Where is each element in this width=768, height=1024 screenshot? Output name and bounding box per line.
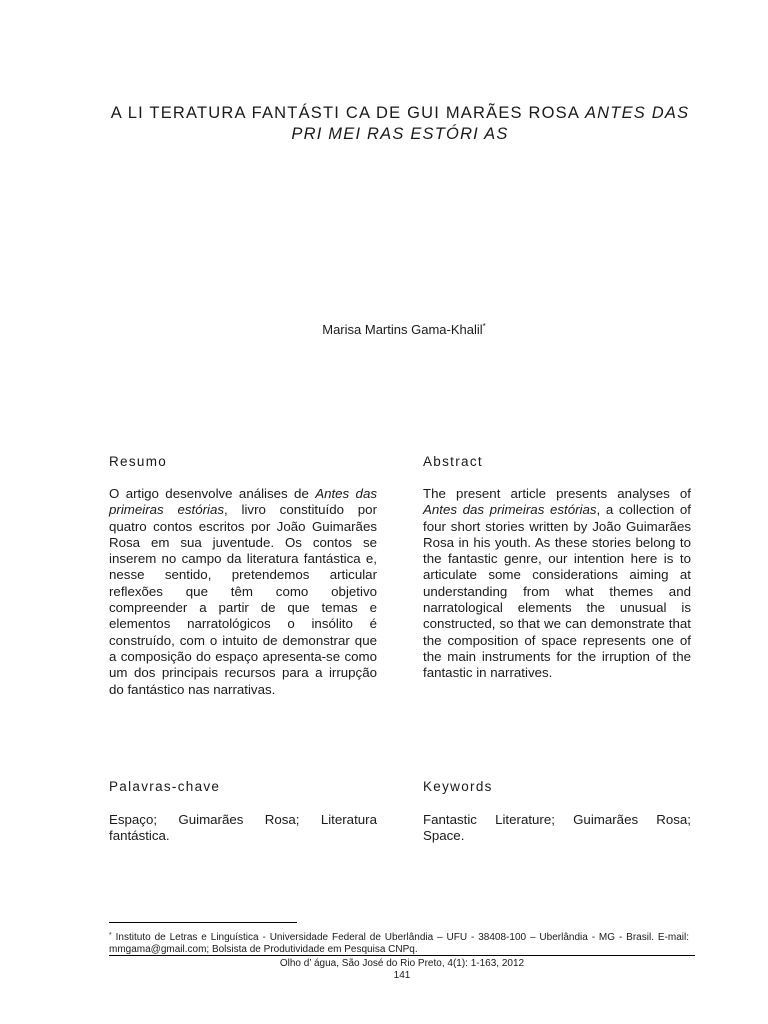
abstract-text-before: The present article presents analyses of (423, 486, 691, 501)
resumo-book-title: Antes das primeiras estórias (109, 486, 377, 518)
title-italic: ANTES DAS PRI MEI RAS ESTÓRI AS (291, 104, 690, 143)
footnote-divider (109, 922, 297, 923)
resumo-body (109, 486, 377, 698)
keywords-body (423, 812, 691, 845)
abstract-body (423, 486, 691, 682)
title-main: A LI TERATURA FANTÁSTI CA DE GUI MARÃES ROSA (110, 104, 580, 122)
abstract-text-after: , a collection of four short stories written by João Guimarães Rosa in his youth. As these stories belong to the fantastic genre, our intention here is to articulate some considerations aiming at understanding from what themes and narratological elements the unusual is constructed, so that we can demonstrate that the composition of space represents one of the main instruments for the irruption of the fantastic in narratives. (423, 502, 691, 681)
author-line (0, 322, 768, 337)
keywords-heading: Keywords (423, 779, 493, 794)
resumo-text-after: , livro constituído por quatro contos escritos por João Guimarães Rosa em sua juventude. Os contos se inserem no campo da literatura fantástica e, nesse sentido, pretendemos articular reflexões que têm como objetivo compreender a partir de que temas e elementos narratológicos o insólito é construído, com o intuito de demonstrar que a composição do espaço apresenta-se como um dos principais recursos para a irrupção do fantástico nas narrativas. (109, 502, 377, 697)
article-title (95, 103, 705, 145)
page-number: 141 (393, 970, 411, 981)
resumo-heading: Resumo (109, 454, 168, 469)
palavras-chave-text: Espaço; Guimarães Rosa; Literatura fantástica. (109, 812, 377, 844)
footnote (109, 930, 689, 956)
footnote-text: Instituto de Letras e Linguística - Universidade Federal de Uberlândia – UFU - 38408-100 – Uberlândia - MG - Brasil. E-mail: mmgama@gmail.com; Bolsista de Produtividade em Pesquisa CNPq. (109, 932, 689, 955)
author-footnote-marker: * (482, 322, 486, 331)
footnote-marker: * (109, 932, 112, 939)
abstract-book-title: Antes das primeiras estórias (423, 502, 597, 518)
footer-divider (109, 955, 695, 956)
keywords-text: Fantastic Literature; Guimarães Rosa; Space. (423, 812, 691, 844)
resumo-text-before: O artigo desenvolve análises de (109, 486, 309, 501)
author-name: Marisa Martins Gama-Khalil (322, 322, 483, 337)
palavras-chave-heading: Palavras-chave (109, 779, 221, 794)
abstract-heading: Abstract (423, 454, 483, 469)
journal-citation: Olho d’ água, São José do Rio Preto, 4(1): 1-163, 2012 (279, 958, 525, 969)
palavras-chave-body (109, 812, 377, 845)
